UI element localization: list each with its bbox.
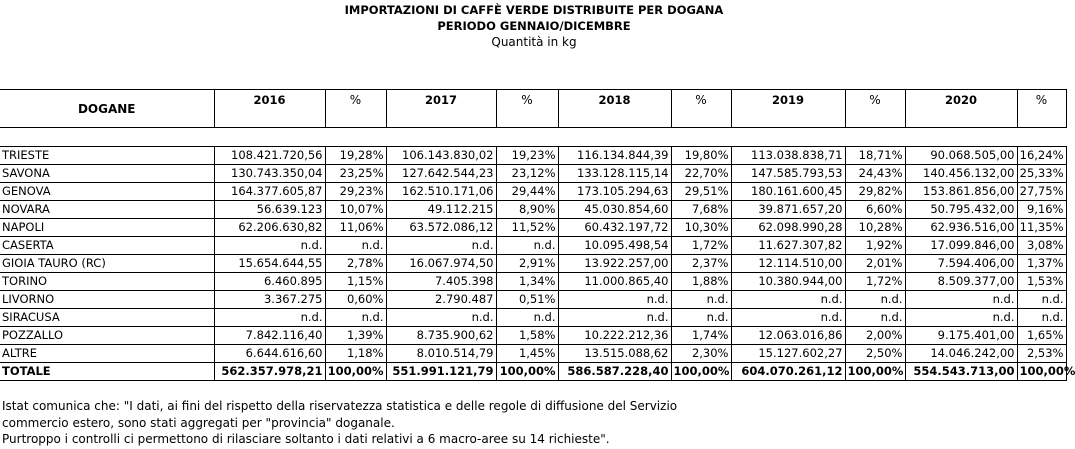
percent-cell: 1,39% — [325, 327, 386, 345]
quantity-cell: 39.871.657,20 — [731, 201, 845, 219]
quantity-cell: 116.134.844,39 — [558, 147, 671, 165]
percent-cell: 0,60% — [325, 291, 386, 309]
percent-cell: 24,43% — [845, 165, 905, 183]
quantity-cell: n.d. — [214, 237, 325, 255]
quantity-cell: 108.421.720,56 — [214, 147, 325, 165]
table-row — [0, 183, 1066, 201]
table-row — [0, 291, 1066, 309]
quantity-cell: 7.405.398 — [386, 273, 496, 291]
unit-label: Quantità in kg — [491, 35, 577, 49]
quantity-cell: 60.432.197,72 — [558, 219, 671, 237]
total-row — [0, 363, 1066, 381]
table-row — [0, 201, 1066, 219]
percent-cell: n.d. — [671, 291, 731, 309]
page-subtitle: PERIODO GENNAIO/DICEMBRE — [437, 19, 631, 33]
header-col-pct-2018: % — [671, 90, 731, 128]
quantity-cell: n.d. — [386, 237, 496, 255]
quantity-cell: 554.543.713,00 — [905, 363, 1017, 381]
table-row — [0, 219, 1066, 237]
percent-cell: n.d. — [845, 291, 905, 309]
row-label: NOVARA — [0, 201, 214, 219]
quantity-cell: 50.795.432,00 — [905, 201, 1017, 219]
quantity-cell: n.d. — [558, 309, 671, 327]
row-label: TRIESTE — [0, 147, 214, 165]
quantity-cell: n.d. — [731, 309, 845, 327]
quantity-cell: 8.010.514,79 — [386, 345, 496, 363]
quantity-cell: 15.127.602,27 — [731, 345, 845, 363]
quantity-cell: n.d. — [558, 291, 671, 309]
percent-cell: 9,16% — [1017, 201, 1066, 219]
header-row — [0, 90, 1066, 128]
header-col-2017: 2017 — [386, 90, 496, 128]
row-label: POZZALLO — [0, 327, 214, 345]
quantity-cell: 13.922.257,00 — [558, 255, 671, 273]
quantity-cell: 62.936.516,00 — [905, 219, 1017, 237]
percent-cell: n.d. — [845, 309, 905, 327]
table-row — [0, 327, 1066, 345]
percent-cell: 19,28% — [325, 147, 386, 165]
percent-cell: 100,00% — [671, 363, 731, 381]
quantity-cell: 7.842.116,40 — [214, 327, 325, 345]
header-col-pct-2017: % — [496, 90, 558, 128]
percent-cell: 23,12% — [496, 165, 558, 183]
percent-cell: 2,78% — [325, 255, 386, 273]
quantity-cell: 173.105.294,63 — [558, 183, 671, 201]
table-row — [0, 255, 1066, 273]
quantity-cell: n.d. — [905, 309, 1017, 327]
footnote-line-3: Purtroppo i controlli ci permettono di rilasciare soltanto i dati relativi a 6 macro-aree su 14 richieste". — [2, 432, 610, 446]
header-col-pct-2020: % — [1017, 90, 1066, 128]
quantity-cell: 8.509.377,00 — [905, 273, 1017, 291]
footnote-line-1: Istat comunica che: "I dati, ai fini del rispetto della riservatezza statistica e delle regole di diffusione del Servizio — [2, 399, 678, 413]
percent-cell: 11,35% — [1017, 219, 1066, 237]
row-label: TOTALE — [0, 363, 214, 381]
row-label: CASERTA — [0, 237, 214, 255]
quantity-cell: 127.642.544,23 — [386, 165, 496, 183]
percent-cell: 2,30% — [671, 345, 731, 363]
table-row — [0, 309, 1066, 327]
quantity-cell: 3.367.275 — [214, 291, 325, 309]
table-row — [0, 237, 1066, 255]
quantity-cell: 45.030.854,60 — [558, 201, 671, 219]
percent-cell: 2,01% — [845, 255, 905, 273]
percent-cell: 1,53% — [1017, 273, 1066, 291]
percent-cell: 29,44% — [496, 183, 558, 201]
percent-cell: 1,15% — [325, 273, 386, 291]
quantity-cell: 140.456.132,00 — [905, 165, 1017, 183]
percent-cell: 8,90% — [496, 201, 558, 219]
table-row — [0, 165, 1066, 183]
percent-cell: 18,71% — [845, 147, 905, 165]
percent-cell: n.d. — [496, 237, 558, 255]
header-col-2018: 2018 — [558, 90, 671, 128]
table-row — [0, 273, 1066, 291]
percent-cell: 2,00% — [845, 327, 905, 345]
quantity-cell: 12.114.510,00 — [731, 255, 845, 273]
quantity-cell: 2.790.487 — [386, 291, 496, 309]
quantity-cell: n.d. — [386, 309, 496, 327]
percent-cell: 7,68% — [671, 201, 731, 219]
quantity-cell: 9.175.401,00 — [905, 327, 1017, 345]
percent-cell: 19,23% — [496, 147, 558, 165]
percent-cell: n.d. — [325, 309, 386, 327]
percent-cell: 1,58% — [496, 327, 558, 345]
percent-cell: 1,37% — [1017, 255, 1066, 273]
percent-cell: 11,06% — [325, 219, 386, 237]
table-row — [0, 147, 1066, 165]
percent-cell: n.d. — [1017, 309, 1066, 327]
quantity-cell: 13.515.088,62 — [558, 345, 671, 363]
percent-cell: 10,28% — [845, 219, 905, 237]
quantity-cell: 147.585.793,53 — [731, 165, 845, 183]
percent-cell: 29,23% — [325, 183, 386, 201]
percent-cell: 1,74% — [671, 327, 731, 345]
row-label: TORINO — [0, 273, 214, 291]
spacer-row — [0, 128, 1066, 147]
quantity-cell: 10.380.944,00 — [731, 273, 845, 291]
quantity-cell: 6.644.616,60 — [214, 345, 325, 363]
quantity-cell: 153.861.856,00 — [905, 183, 1017, 201]
percent-cell: n.d. — [325, 237, 386, 255]
quantity-cell: 56.639.123 — [214, 201, 325, 219]
quantity-cell: 106.143.830,02 — [386, 147, 496, 165]
percent-cell: 100,00% — [1017, 363, 1066, 381]
quantity-cell: 6.460.895 — [214, 273, 325, 291]
percent-cell: 1,72% — [671, 237, 731, 255]
header-col-2019: 2019 — [731, 90, 845, 128]
quantity-cell: 49.112.215 — [386, 201, 496, 219]
imports-table — [0, 89, 1075, 381]
percent-cell: 1,88% — [671, 273, 731, 291]
quantity-cell: 11.627.307,82 — [731, 237, 845, 255]
quantity-cell: 8.735.900,62 — [386, 327, 496, 345]
quantity-cell: 16.067.974,50 — [386, 255, 496, 273]
percent-cell: 2,37% — [671, 255, 731, 273]
quantity-cell: 10.222.212,36 — [558, 327, 671, 345]
percent-cell: 1,72% — [845, 273, 905, 291]
percent-cell: 29,82% — [845, 183, 905, 201]
row-label: ALTRE — [0, 345, 214, 363]
row-label: SIRACUSA — [0, 309, 214, 327]
quantity-cell: 113.038.838,71 — [731, 147, 845, 165]
quantity-cell: n.d. — [731, 291, 845, 309]
percent-cell: 29,51% — [671, 183, 731, 201]
percent-cell: n.d. — [671, 309, 731, 327]
percent-cell: 3,08% — [1017, 237, 1066, 255]
percent-cell: 11,52% — [496, 219, 558, 237]
page-title: IMPORTAZIONI DI CAFFÈ VERDE DISTRIBUITE PER DOGANA — [344, 3, 724, 17]
quantity-cell: 130.743.350,04 — [214, 165, 325, 183]
percent-cell: 2,53% — [1017, 345, 1066, 363]
quantity-cell: 62.206.630,82 — [214, 219, 325, 237]
percent-cell: 16,24% — [1017, 147, 1066, 165]
percent-cell: 1,92% — [845, 237, 905, 255]
row-label: SAVONA — [0, 165, 214, 183]
quantity-cell: 562.357.978,21 — [214, 363, 325, 381]
row-label: GIOIA TAURO (RC) — [0, 255, 214, 273]
table-row — [0, 345, 1066, 363]
percent-cell: 2,50% — [845, 345, 905, 363]
quantity-cell: 162.510.171,06 — [386, 183, 496, 201]
percent-cell: 1,34% — [496, 273, 558, 291]
percent-cell: 25,33% — [1017, 165, 1066, 183]
quantity-cell: 180.161.600,45 — [731, 183, 845, 201]
quantity-cell: n.d. — [214, 309, 325, 327]
percent-cell: 10,07% — [325, 201, 386, 219]
quantity-cell: 164.377.605,87 — [214, 183, 325, 201]
percent-cell: 1,18% — [325, 345, 386, 363]
quantity-cell: 62.098.990,28 — [731, 219, 845, 237]
header-col-pct-2019: % — [845, 90, 905, 128]
percent-cell: 0,51% — [496, 291, 558, 309]
percent-cell: 100,00% — [496, 363, 558, 381]
quantity-cell: 7.594.406,00 — [905, 255, 1017, 273]
percent-cell: 100,00% — [325, 363, 386, 381]
quantity-cell: 11.000.865,40 — [558, 273, 671, 291]
percent-cell: 23,25% — [325, 165, 386, 183]
quantity-cell: 551.991.121,79 — [386, 363, 496, 381]
row-label: NAPOLI — [0, 219, 214, 237]
header-col-pct-2016: % — [325, 90, 386, 128]
percent-cell: 27,75% — [1017, 183, 1066, 201]
row-label: GENOVA — [0, 183, 214, 201]
row-label: LIVORNO — [0, 291, 214, 309]
quantity-cell: 604.070.261,12 — [731, 363, 845, 381]
percent-cell: 100,00% — [845, 363, 905, 381]
quantity-cell: 63.572.086,12 — [386, 219, 496, 237]
quantity-cell: 133.128.115,14 — [558, 165, 671, 183]
percent-cell: 1,65% — [1017, 327, 1066, 345]
percent-cell: 22,70% — [671, 165, 731, 183]
quantity-cell: n.d. — [905, 291, 1017, 309]
quantity-cell: 17.099.846,00 — [905, 237, 1017, 255]
quantity-cell: 15.654.644,55 — [214, 255, 325, 273]
header-dogane: DOGANE — [0, 90, 214, 128]
percent-cell: n.d. — [496, 309, 558, 327]
percent-cell: 1,45% — [496, 345, 558, 363]
title-block — [0, 2, 1068, 50]
footnote-line-2: commercio estero, sono stati aggregati per "provincia" doganale. — [2, 415, 395, 430]
quantity-cell: 14.046.242,00 — [905, 345, 1017, 363]
percent-cell: 10,30% — [671, 219, 731, 237]
percent-cell: 6,60% — [845, 201, 905, 219]
quantity-cell: 90.068.505,00 — [905, 147, 1017, 165]
percent-cell: 2,91% — [496, 255, 558, 273]
quantity-cell: 10.095.498,54 — [558, 237, 671, 255]
percent-cell: n.d. — [1017, 291, 1066, 309]
header-col-2020: 2020 — [905, 90, 1017, 128]
percent-cell: 19,80% — [671, 147, 731, 165]
quantity-cell: 586.587.228,40 — [558, 363, 671, 381]
header-col-2016: 2016 — [214, 90, 325, 128]
footnote — [2, 398, 677, 448]
quantity-cell: 12.063.016,86 — [731, 327, 845, 345]
